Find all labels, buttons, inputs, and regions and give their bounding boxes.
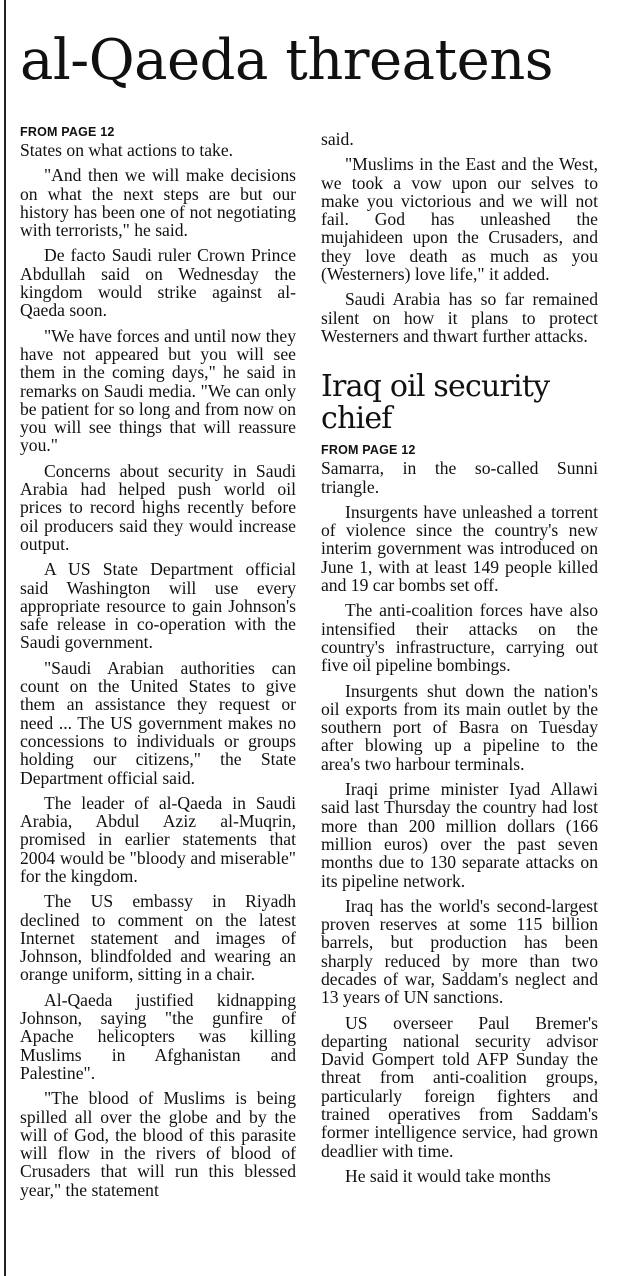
paragraph: Iraqi prime minister Iyad Allawi said last Thursday the country had lost more than 200 million dollars (166 million euros) over the past seven months due to 130 separate attacks on its pipeline network.	[321, 779, 598, 891]
paragraph: Al-Qaeda justified kidnapping Johnson, saying "the gunfire of Apache helicopters was killing Muslims in Afghanistan and Palestine".	[20, 989, 296, 1083]
paragraph: "We have forces and until now they have not appeared but you will see them in the coming days," he said in remarks on Saudi media. "We can only be patient for so long and from now on you will see things that will reassure you."	[20, 325, 296, 456]
paragraph: He said it would take months	[345, 1165, 551, 1186]
right-column	[321, 130, 598, 1192]
paragraph: "The blood of Muslims is being spilled all over the globe and by the will of God, the blood of this parasite will flow in the rivers of blood of Crusaders that will run this blessed year," the statement	[20, 1088, 296, 1200]
paragraph: said.	[321, 129, 354, 149]
left-column	[20, 124, 296, 1206]
paragraph: Insurgents have unleashed a torrent of violence since the country's new interim government was introduced on June 1, with at least 149 people killed and 19 car bombs set off.	[321, 501, 598, 596]
paragraph: "And then we will make decisions on what the next steps are but our history has been one of not negotiating with terrorists," he said.	[20, 165, 296, 241]
paragraph: De facto Saudi ruler Crown Prince Abdullah said on Wednesday the kingdom would strike against al-Qaeda soon.	[20, 245, 296, 321]
jump-label: FROM PAGE 12	[321, 443, 416, 458]
jump-label: FROM PAGE 12	[20, 125, 115, 139]
paragraph: US overseer Paul Bremer's departing national security advisor David Gompert told AFP Sunday the threat from anti-coalition groups, particularly foreign fighters and trained operatives from Saddam's former intelligence service, had grown deadlier with time.	[321, 1012, 598, 1161]
paragraph: Samarra, in the so-called Sunni triangle.	[321, 458, 598, 497]
column-rule	[4, 0, 6, 1276]
paragraph: Saudi Arabia has so far remained silent on how it plans to protect Westerners and thwart further attacks.	[321, 289, 598, 346]
paragraph: Insurgents shut down the nation's oil exports from its main outlet by the southern port of Basra on Tuesday after blowing up a pipeline to the area's two harbour terminals.	[321, 680, 598, 774]
paragraph: The US embassy in Riyadh declined to comment on the latest Internet statement and images of Johnson, blindfolded and wearing an orange uniform, sitting in a chair.	[20, 891, 296, 985]
paragraph: Concerns about security in Saudi Arabia had helped push world oil prices to record highs recently before oil producers said they would increase output.	[20, 460, 296, 554]
paragraph: "Saudi Arabian authorities can count on the United States to give them an assistance they request or need ... The US government makes no concessions to individuals or groups holding our citizens," the State Department official said.	[20, 657, 296, 788]
paragraph: Iraq has the world's second-largest proven reserves at some 115 billion barrels, but production has been sharply reduced by more than two decades of war, Saddam's neglect and 13 years of UN sanctions.	[321, 895, 598, 1008]
paragraph: "Muslims in the East and the West, we took a vow upon our selves to make you victorious and we will not fail. God has unleashed the mujahideen upon the Crusaders, and they love death as much as you (Westerners) love life," it added.	[321, 154, 598, 285]
subheadline: Iraq oil security chief	[321, 369, 550, 437]
paragraph: The anti-coalition forces have also intensified their attacks on the country's infrastructure, carrying out five oil pipeline bombings.	[321, 600, 598, 676]
paragraph: A US State Department official said Washington will use every appropriate resource to gain Johnson's safe release in co-operation with the Saudi government.	[20, 559, 296, 653]
headline: al-Qaeda threatens	[20, 28, 554, 93]
paragraph: The leader of al-Qaeda in Saudi Arabia, Abdul Aziz al-Muqrin, promised in earlier statements that 2004 would be "bloody and miserable" for the kingdom.	[20, 792, 296, 886]
paragraph: States on what actions to take.	[20, 140, 234, 160]
